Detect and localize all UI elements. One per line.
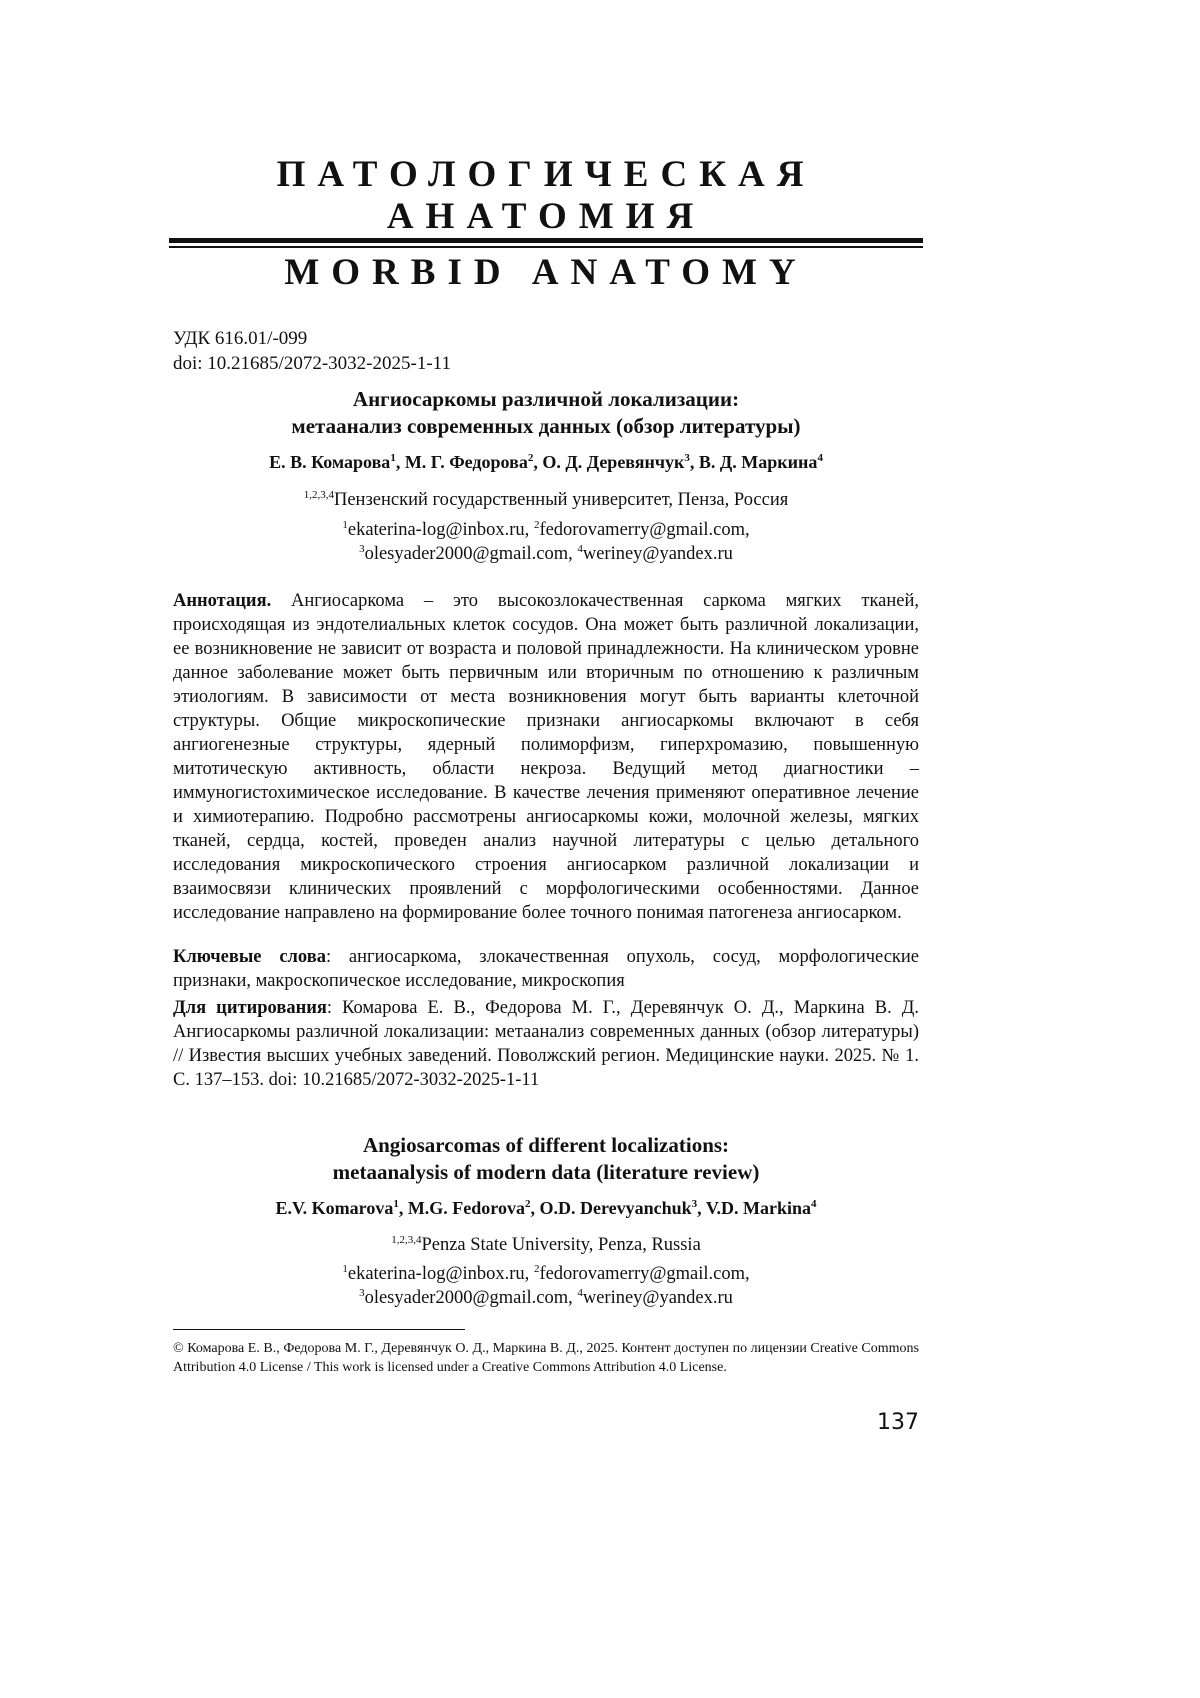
- article-title-en-line2: metaanalysis of modern data (literature review): [332, 1160, 760, 1184]
- email-link[interactable]: weriney@yandex.ru: [582, 1288, 733, 1308]
- author: М. Г. Федорова$^2$,: [404, 452, 543, 472]
- udk-code: УДК 616.01/-099: [173, 328, 308, 349]
- author: O.D. Derevyanchuk$^3$,: [539, 1198, 706, 1218]
- license-footnote: © Комарова Е. В., Федорова М. Г., Деревянчук О. Д., Маркина В. Д., 2025. Контент доступен по лицензии Creative Commons Attribution 4.0 License / This work is licensed under a Creative Commons Attribution 4.0 License.: [173, 1341, 919, 1375]
- author: M.G. Fedorova$^2$,: [407, 1198, 540, 1218]
- emails-ru: $^1$ekaterina-log@inbox.ru, $^2$fedorovamerry@gmail.com, $^3$olesyader2000@gmail.com, $^4$weriney@yandex.ru: [342, 518, 750, 564]
- section-rule-thin: [169, 246, 923, 248]
- section-rule-thick: [169, 238, 923, 243]
- authors-en: [173, 1196, 919, 1220]
- email-link[interactable]: fedorovamerry@gmail.com,: [539, 1264, 750, 1284]
- email-link[interactable]: olesyader2000@gmail.com,: [364, 1288, 578, 1308]
- article-title-ru-line1: Ангиосаркомы различной локализации:: [352, 387, 740, 411]
- citation-paragraph: Для цитирования: Комарова Е. В., Федорова М. Г., Деревянчук О. Д., Маркина В. Д. Ангиосаркомы различной локализации: метаанализ современных данных (обзор литературы) // Известия высших учебных заведений. Поволжский регион. Медицинские науки. 2025. № 1. С. 137–153. doi: 10.21685/2072-3032-2025-1-11: [173, 998, 920, 1090]
- affiliation-ru: $^{1,2,3,4}$Пензенский государственный университет, Пенза, Россия: [303, 488, 789, 510]
- authors-ru: [173, 450, 919, 474]
- article-title-en-line1: Angiosarcomas of different localizations:: [362, 1133, 730, 1157]
- email-link[interactable]: ekaterina-log@inbox.ru,: [347, 1264, 534, 1284]
- article-title-ru: [173, 386, 919, 440]
- author: В. Д. Маркина$^4$: [698, 452, 823, 472]
- abstract-paragraph: Аннотация. Ангиосаркома – это высокозлокачественная саркома мягких тканей, происходящая из эндотелиальных клеток сосудов. Она может быть различной локализации, ее возникновение не зависит от возраста и половой принадлежности. На клиническом уровне данное заболевание может быть первичным или вторичным по отношению к различным этиологиям. В зависимости от места возникновения могут быть варианты клеточной структуры. Общие микроскопические признаки ангиосаркомы включают в себя ангиогенезные структуры, ядерный полиморфизм, гиперхромазию, повышенную митотическую активность, области некроза. Ведущий метод диагностики – иммуногистохимическое исследование. В качестве лечения применяют оперативное лечение и химиотерапию. Подробно рассмотрены ангиосаркомы кожи, молочной железы, мягких тканей, сердца, костей, проведен анализ научной литературы с целью детального исследования микроскопического строения ангиосарком различной локализации и взаимосвязи клинических проявлений с морфологическими особенностями. Данное исследование направлено на формирование более точного понимая патогенеза ангиосарком.: [173, 591, 919, 923]
- email-link[interactable]: weriney@yandex.ru: [582, 544, 733, 564]
- email-link[interactable]: ekaterina-log@inbox.ru,: [347, 520, 534, 540]
- email-link[interactable]: fedorovamerry@gmail.com,: [539, 520, 750, 540]
- author: Е. В. Комарова$^1$,: [269, 452, 405, 472]
- section-title-en: MORBID ANATOMY: [284, 252, 808, 293]
- email-link[interactable]: olesyader2000@gmail.com,: [364, 544, 578, 564]
- section-title-ru-line1: ПАТОЛОГИЧЕСКАЯ: [276, 154, 816, 195]
- emails-en: $^1$ekaterina-log@inbox.ru, $^2$fedorovamerry@gmail.com, $^3$olesyader2000@gmail.com, $^4$weriney@yandex.ru: [342, 1262, 750, 1308]
- page-number: 137: [877, 1410, 919, 1435]
- section-title-ru-line2: АНАТОМИЯ: [386, 196, 706, 237]
- article-meta: [173, 326, 919, 376]
- footnote: [173, 1339, 919, 1377]
- keywords-paragraph: Ключевые слова: ангиосаркома, злокачественная опухоль, сосуд, морфологические признаки, макроскопическое исследование, микроскопия: [173, 947, 920, 991]
- author: V.D. Markina$^4$: [705, 1198, 817, 1218]
- abstract-ru: [173, 589, 919, 925]
- footnote-rule: [173, 1329, 465, 1330]
- article-title-ru-line2: метаанализ современных данных (обзор литературы): [291, 414, 801, 438]
- author: О. Д. Деревянчук$^3$,: [542, 452, 699, 472]
- author: E.V. Komarova$^1$,: [275, 1198, 408, 1218]
- citation-ru: [173, 996, 919, 1092]
- keywords-ru: [173, 945, 919, 993]
- doi: doi: 10.21685/2072-3032-2025-1-11: [173, 353, 451, 374]
- affiliation-en: $^{1,2,3,4}$Penza State University, Penza, Russia: [391, 1233, 701, 1255]
- article-title-en: [173, 1132, 919, 1186]
